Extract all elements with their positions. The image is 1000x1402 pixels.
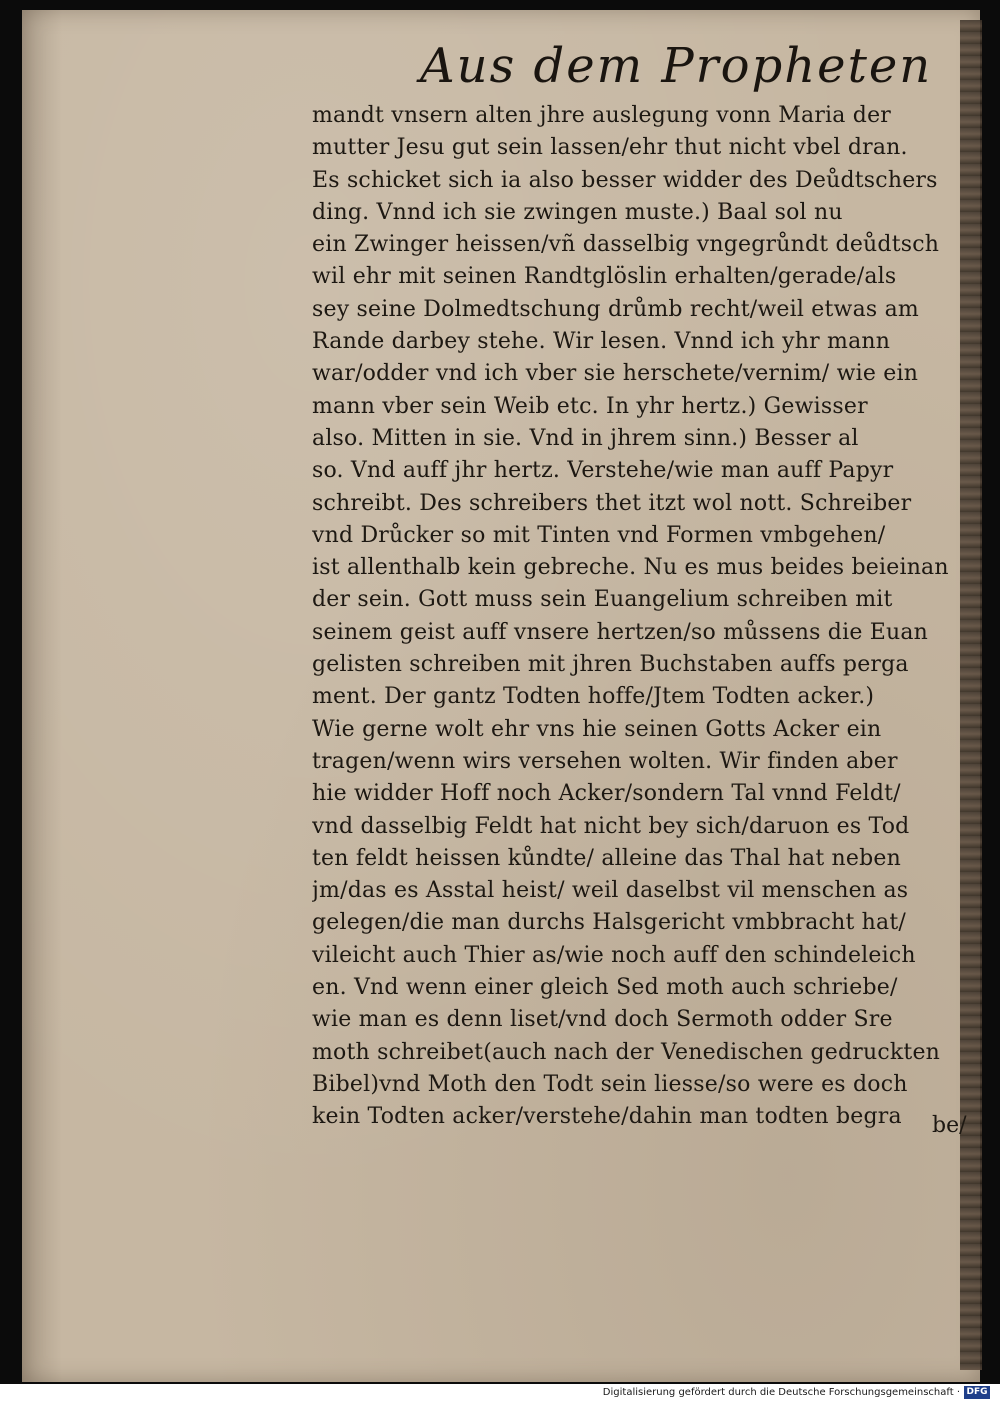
text-line: schreibt. Des schreibers thet itzt wol nott. Schreiber [312,490,912,516]
text-line: mandt vnsern alten jhre auslegung vonn Maria der [312,103,892,128]
text-line: ment. Der gantz Todten hoffe/Jtem Todten acker.) [312,684,875,710]
text-line: en. Vnd wenn einer gleich Sed moth auch schriebe/ [312,975,898,1001]
text-line: Es schicket sich ia also besser widder des Deůdtschers [312,167,938,193]
text-line: der sein. Gott muss sein Euangelium schreiben mit [312,587,893,613]
text-line: ein Zwinger heissen/vñ dasselbig vngegrůndt deůdtsch [312,232,940,258]
text-line: tragen/wenn wirs versehen wolten. Wir finden aber [312,748,898,774]
text-line: vileicht auch Thier as/wie noch auff den schindeleich [312,942,916,968]
text-line: gelisten schreiben mit jhren Buchstaben auffs perga [312,652,909,678]
text-line: sey seine Dolmedtschung drůmb recht/weil etwas am [312,296,919,322]
text-line: gelegen/die man durchs Halsgericht vmbbracht hat/ [312,910,907,936]
text-line: wie man es denn liset/vnd doch Sermoth odder Sre [312,1007,893,1033]
text-line: kein Todten acker/verstehe/dahin man todten begra [312,1104,902,1130]
body-text [312,100,974,1134]
text-line: wil ehr mit seinen Randtglöslin erhalten/gerade/als [312,264,897,290]
text-line: vnd Drůcker so mit Tinten vnd Formen vmbgehen/ [312,522,886,548]
text-line: vnd dasselbig Feldt hat nicht bey sich/daruon es Tod [312,813,910,839]
text-line: mann vber sein Weib etc. In yhr hertz.) Gewisser [312,393,868,419]
running-head: Aus dem Propheten [420,38,933,94]
text-line: so. Vnd auff jhr hertz. Verstehe/wie man auff Papyr [312,458,894,484]
text-line: Rande darbey stehe. Wir lesen. Vnnd ich yhr mann [312,329,891,355]
dfg-logo: DFG [964,1386,990,1399]
catchword: be/ [932,1113,967,1138]
text-line: ding. Vnnd ich sie zwingen muste.) Baal sol nu [312,199,843,225]
text-line: ten feldt heissen kůndte/ alleine das Thal hat neben [312,845,902,871]
text-line: ist allenthalb kein gebreche. Nu es mus beides beieinan [312,555,949,581]
text-line: mutter Jesu gut sein lassen/ehr thut nicht vbel dran. [312,135,908,161]
text-line: hie widder Hoff noch Acker/sondern Tal vnnd Feldt/ [312,781,901,807]
funding-credit: Digitalisierung gefördert durch die Deutsche Forschungsgemeinschaft · [602,1387,960,1398]
text-line: war/odder vnd ich vber sie herschete/vernim/ wie ein [312,361,919,387]
text-line: Bibel)vnd Moth den Todt sein liesse/so were es doch [312,1071,908,1097]
text-line: also. Mitten in sie. Vnd in jhrem sinn.) Besser al [312,425,859,451]
text-line: seinem geist auff vnsere hertzen/so můssens die Euan [312,619,929,645]
text-line: moth schreibet(auch nach der Venedischen gedruckten [312,1039,941,1065]
text-line: jm/das es Asstal heist/ weil daselbst vil menschen as [312,878,909,904]
text-line: Wie gerne wolt ehr vns hie seinen Gotts Acker ein [312,716,882,742]
